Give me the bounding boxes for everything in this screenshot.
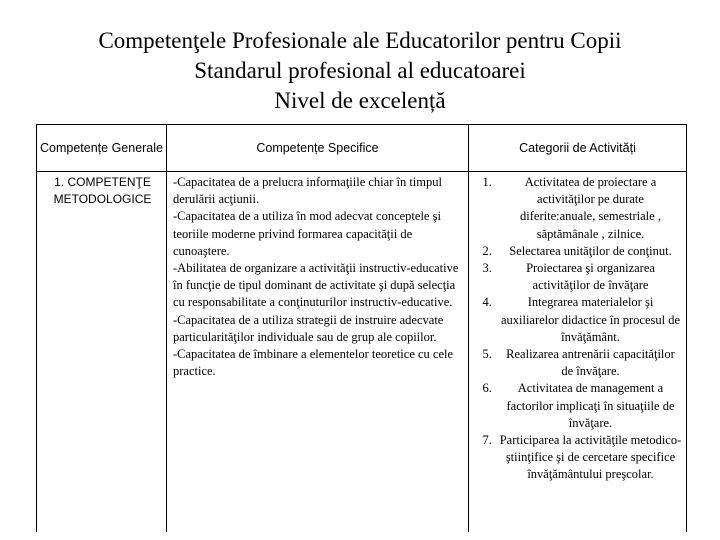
- cell-categorii-activitati: [469, 172, 687, 533]
- header-competente-specifice: Competențe Specifice: [167, 125, 469, 172]
- activity-categories-list: [469, 172, 686, 484]
- title-line-3: Nivel de excelență: [274, 88, 446, 113]
- activity-category-item: 1. Activitatea de proiectare a activităţilor pe durate diferite:anuale, semestriale , săptămânale , zilnice.: [495, 174, 682, 243]
- competenta-generala-text: 1. COMPETENŢE METODOLOGICE: [53, 175, 152, 206]
- slide-title: [0, 26, 720, 116]
- specific-competency-item: -Capacitatea de a prelucra informaţiile chiar în timpul derulării acţiunii.: [173, 175, 442, 207]
- specific-competency-item: -Abilitatea de organizare a activităţii instructiv-educative în funcţie de tipul dominant de activitate şi după selecţia cu responsabilitate a conţinuturilor instructiv-educative.: [173, 261, 459, 310]
- title-line-1: Competenţele Profesionale ale Educatorilor pentru Copii: [98, 28, 622, 53]
- activity-category-item: 5. Realizarea antrenării capacităţilor de învăţare.: [495, 346, 682, 380]
- title-line-2: Standarul profesional al educatoarei: [194, 58, 526, 83]
- activity-category-item: 3. Proiectarea şi organizarea activităţilor de învăţare: [495, 260, 682, 294]
- cell-competenta-generala: [37, 172, 167, 533]
- activity-category-item: 2. Selectarea unităţilor de conţinut.: [495, 243, 682, 260]
- header-competente-generale: Competențe Generale: [37, 125, 167, 172]
- activity-category-item: 7. Participarea la activităţile metodico-ştiinţifice şi de cercetare specifice învăţământului preşcolar.: [495, 432, 682, 484]
- activity-category-item: 6. Activitatea de management a factorilor implicaţi în situaţiile de învăţare.: [495, 380, 682, 432]
- competencies-table: [36, 124, 687, 532]
- header-categorii-activitati: Categorii de Activități: [469, 125, 687, 172]
- specific-competency-item: -Capacitatea de îmbinare a elementelor teoretice cu cele practice.: [173, 347, 454, 379]
- table-header-row: [37, 125, 687, 172]
- competente-specifice-list: [167, 172, 468, 380]
- specific-competency-item: -Capacitatea de a utiliza strategii de instruire adecvate particularităţilor individuale sau de grup ale copiilor.: [173, 312, 444, 344]
- cell-competente-specifice: [167, 172, 469, 533]
- activity-category-item: 4. Integrarea materialelor şi auxiliarelor didactice în procesul de învăţământ.: [495, 294, 682, 346]
- specific-competency-item: -Capacitatea de a utiliza în mod adecvat conceptele şi teoriile moderne privind formarea capacităţii de cunoaştere.: [173, 209, 441, 258]
- table-row: [37, 172, 687, 533]
